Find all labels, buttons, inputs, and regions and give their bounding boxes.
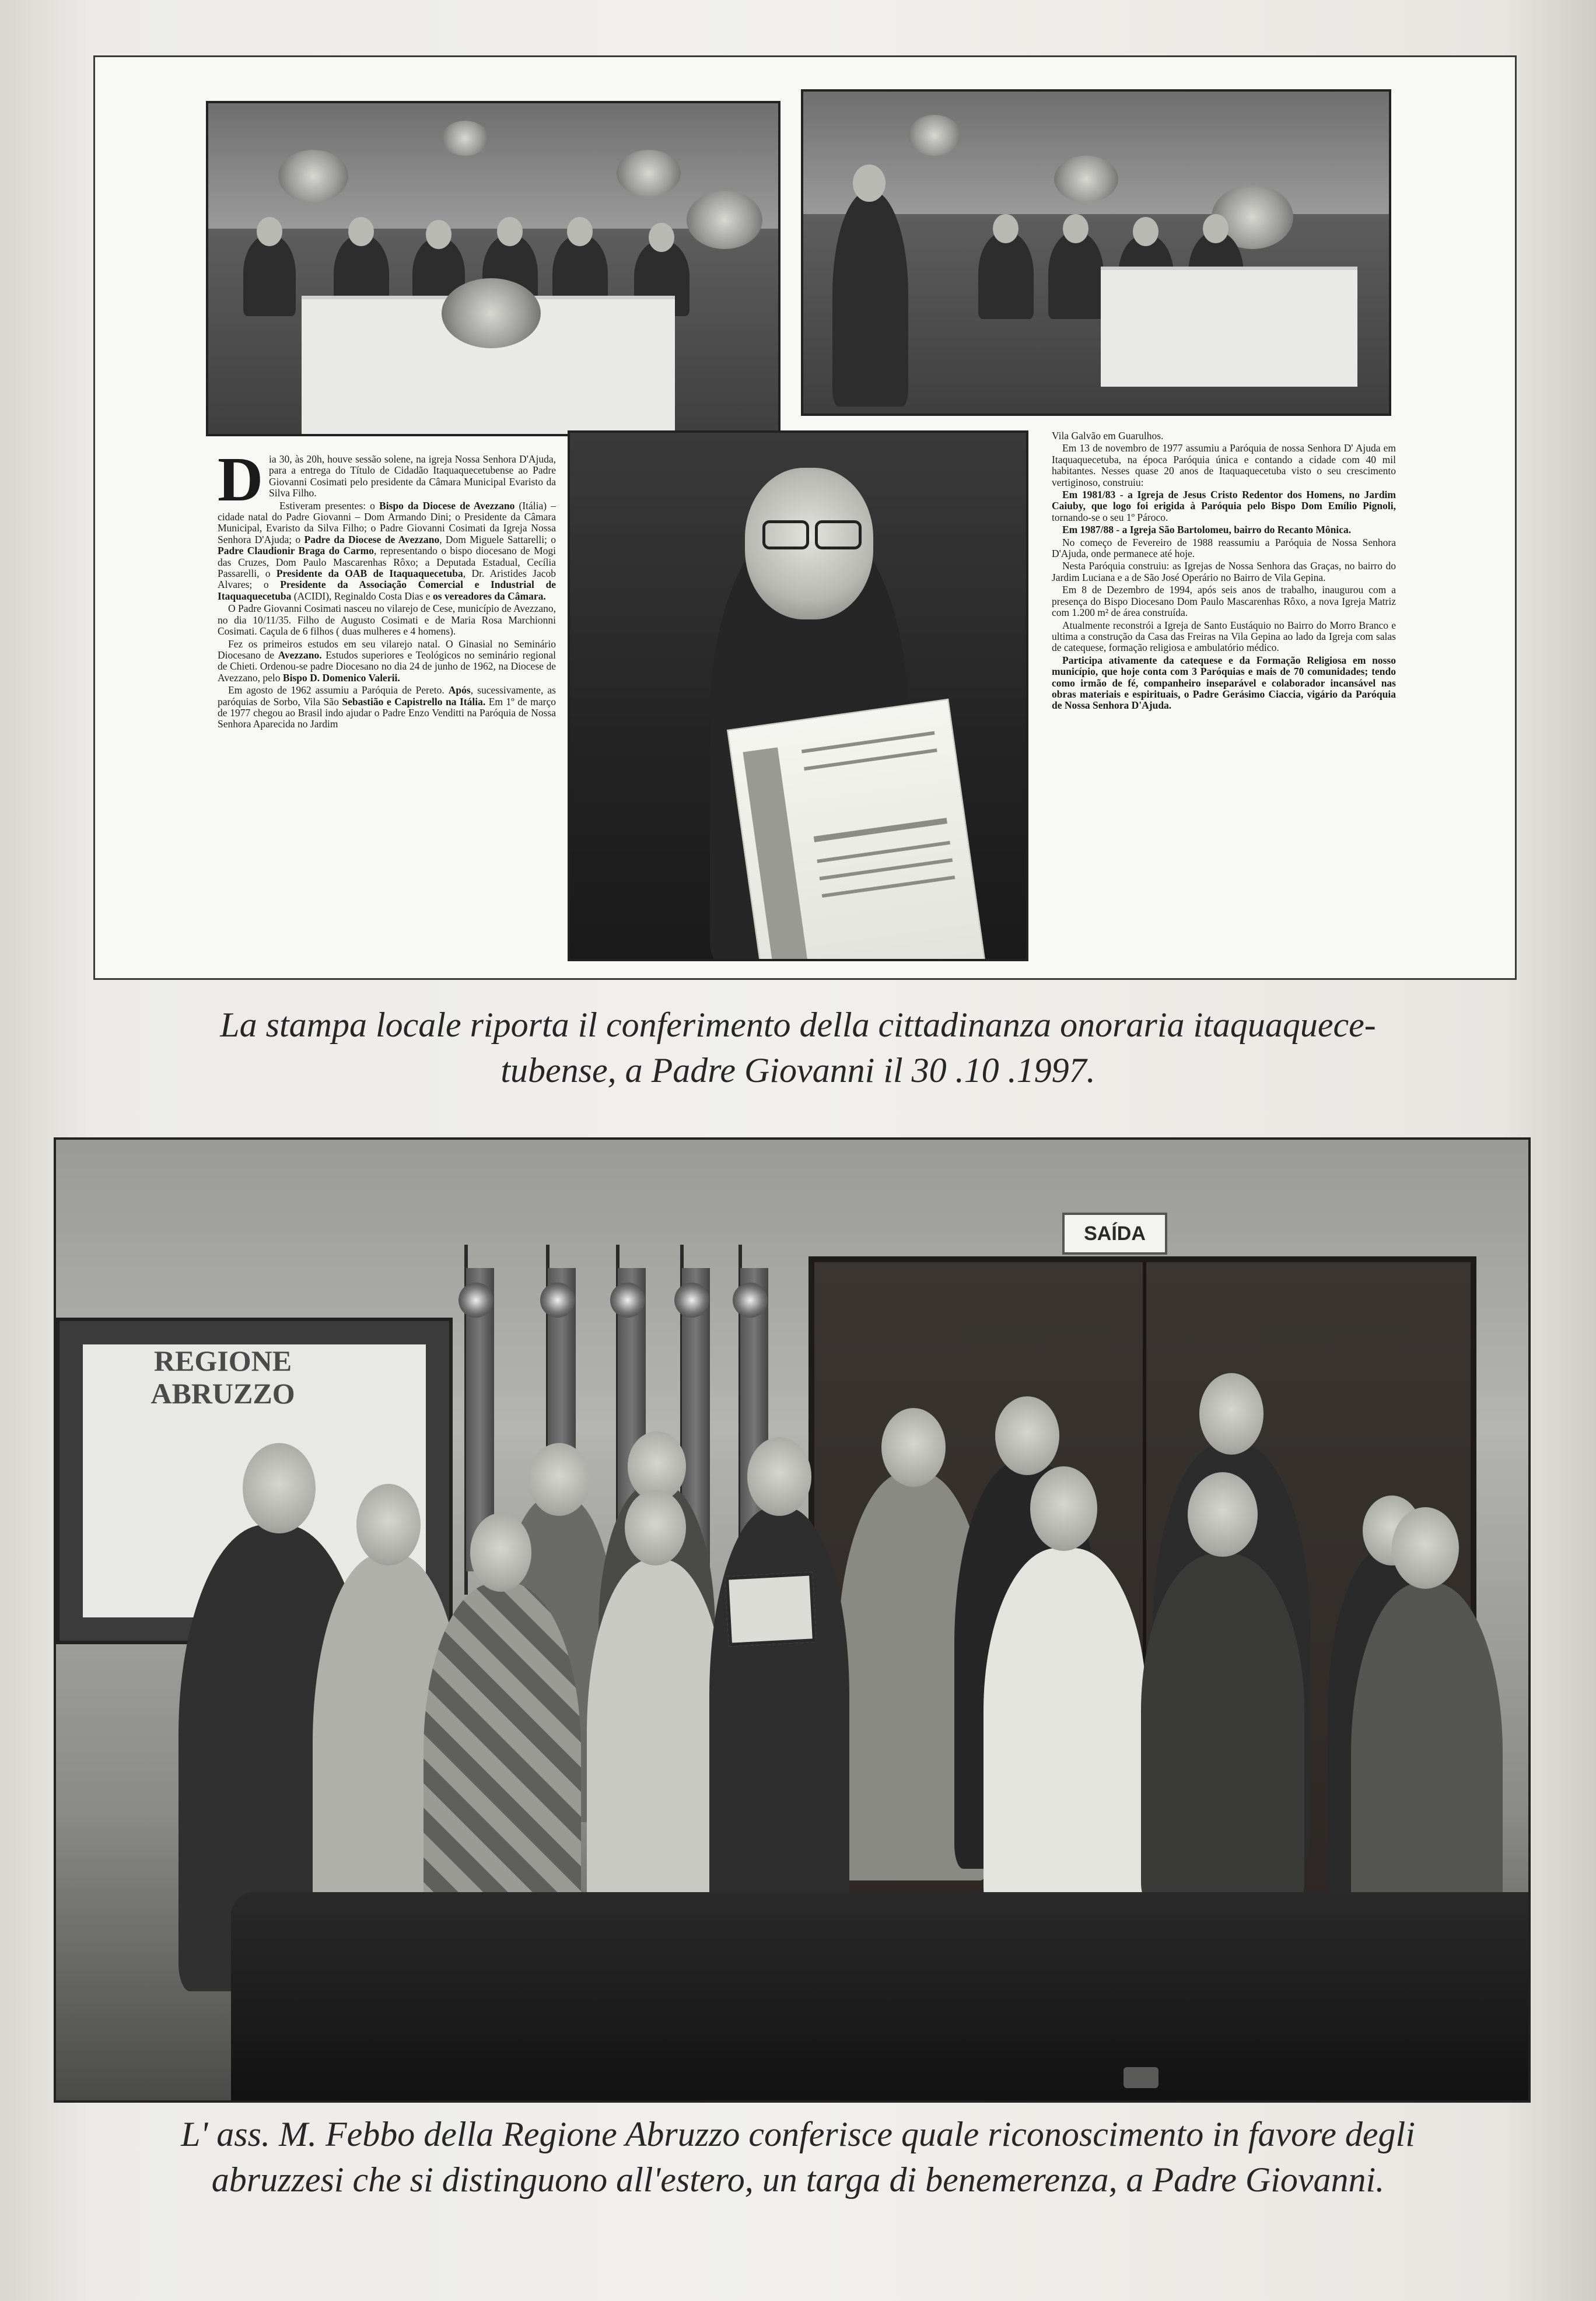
article-paragraph: Vila Galvão em Guarulhos. [1052, 430, 1164, 442]
article-paragraph: Fez os primeiros estudos em seu vilarejo natal. O Ginasial no Seminário Diocesano de Avezzano. Estudos superiores e Teológicos no seminário regional de Chieti. Ordenou-se padre Diocesano no dia 24 de junho de 1962, na Diocese de Avezzano, pelo Bispo D. Domenico Valerii. [218, 638, 556, 684]
article-paragraph: Nesta Paróquia construiu: as Igrejas de Nossa Senhora das Graças, no bairro do Jardim Luciana e a de São José Operário no Bairro de Vila Gepina. [1052, 560, 1396, 583]
article-paragraph: Em 8 de Dezembro de 1994, após seis anos de trabalho, inaugurou com a presença do Bispo Diocesano Dom Paulo Mascarenhas Rôxo, a nova Igreja Matriz com 1.200 m² de área construída. [1052, 584, 1396, 619]
clipping-caption: La stampa locale riporta il conferimento della cittadinanza onoraria itaquaquece- tubense, a Padre Giovanni il 30 .10 .1997. [220, 1006, 1376, 1090]
group-photo-caption: L' ass. M. Febbo della Regione Abruzzo conferisce quale riconoscimento in favore degli abruzzesi che si distinguono all'estero, un targa di benemerenza, a Padre Giovanni. [181, 2115, 1415, 2199]
conference-table [231, 1892, 1531, 2103]
article-paragraph: Dia 30, às 20h, houve sessão solene, na igreja Nossa Senhora D'Ajuda, para a entrega do Título de Cidadão Itaquaquecetubense ao Padre Giovanni Cosimati pelo presidente da Câmara Municipal Evaristo da Silva Filho. [218, 445, 556, 514]
article-paragraph: Atualmente reconstrói a Igreja de Santo Eustáquio no Bairro do Morro Branco e ultima a construção da Casa das Freiras na Vila Gepina ao lado da Igreja com salas de catequese, formação religiosa e ambulatório médico. [1052, 619, 1396, 654]
article-paragraph: Em 1981/83 - a Igreja de Jesus Cristo Redentor dos Homens, no Jardim Caiuby, que logo foi erigida à Paróquia pelo Bispo Dom Emílio Pignoli, tornando-se o seu 1º Pároco. [1052, 489, 1396, 523]
article-paragraph: Participa ativamente da catequese e da Formação Religiosa em nosso município, que hoje conta com 3 Paróquias e mais de 70 comunidades; tendo como irmão de fé, companheiro inseparável e colaborador incansável nas obras materiais e espirituais, o Padre Gerásimo Ciaccia, vigário da Paróquia de Nossa Senhora D'Ajuda. [1052, 654, 1396, 712]
flag-rosette [610, 1283, 645, 1318]
cup-on-table [1124, 2067, 1158, 2088]
article-column-right [1052, 430, 1396, 713]
screen-label: REGIONE ABRUZZO [150, 1344, 295, 1410]
article-paragraph: Em agosto de 1962 assumiu a Paróquia de Pereto. Após, sucessivamente, as paróquias de Sorbo, Vila São Sebastião e Capistrello na Itália. Em 1º de março de 1977 chegou ao Brasil indo ajudar o Padre Enzo Venditti na Paróquia de Nossa Senhora Aparecida no Jardim [218, 684, 556, 730]
flag-rosette [674, 1283, 709, 1318]
group-photo [54, 1137, 1531, 2103]
newspaper-clipping [93, 55, 1517, 980]
drop-cap: D [218, 445, 263, 514]
article-paragraph: No começo de Fevereiro de 1988 reassumiu a Paróquia de Nossa Senhora D'Ajuda, onde permanece até hoje. [1052, 536, 1396, 560]
ceremony-photo-left [206, 101, 780, 436]
ceremony-photo-right [801, 89, 1391, 416]
article-paragraph: O Padre Giovanni Cosimati nasceu no vilarejo de Cese, município de Avezzano, no dia 10/11/35. Filho de Augusto Cosimati e de Maria Rosa Marchionni Cosimati. Caçula de 6 filhos ( duas mulheres e 4 homens). [218, 603, 556, 638]
flag-rosette [540, 1283, 575, 1318]
honorary-citizenship-certificate [727, 699, 987, 961]
flag-rosette [733, 1283, 768, 1318]
portrait-photo-padre-giovanni [568, 430, 1028, 961]
article-paragraph: Estiveram presentes: o Bispo da Diocese de Avezzano (Itália) – cidade natal do Padre Giovanni – Dom Armando Dini; o Presidente da Câmara Municipal, Evaristo da Silva Filho; o Padre Giovanni Cosimati da Igreja Nossa Senhora D'Ajuda; o Padre da Diocese de Avezzano, Dom Miguele Sattarelli; o Padre Claudionir Braga do Carmo, representando o bispo diocesano de Mogi das Cruzes, Dom Paulo Mascarenhas Rôxo; a Deputada Estadual, Cecília Passarelli, o Presidente da OAB de Itaquaquecetuba, Dr. Aristides Jacob Alvares; o Presidente da Associação Comercial e Industrial de Itaquaquecetuba (ACIDI), Reginaldo Costa Dias e os vereadores da Câmara. [218, 499, 556, 602]
exit-sign: SAÍDA [1062, 1213, 1167, 1255]
article-column-left [218, 445, 556, 731]
flag-rosette [459, 1283, 494, 1318]
article-paragraph: Em 1987/88 - a Igreja São Bartolomeu, bairro do Recanto Mônica. [1062, 524, 1352, 536]
commemorative-plaque [725, 1572, 816, 1647]
article-paragraph: Em 13 de novembro de 1977 assumiu a Paróquia de nossa Senhora D' Ajuda em Itaquaquecetuba, na época Paróquia única e contando a cidade com 40 mil habitantes. Nesses quase 20 anos de Itaquaquecetuba visto o seu crescimento vertiginoso, construiu: [1052, 442, 1396, 488]
